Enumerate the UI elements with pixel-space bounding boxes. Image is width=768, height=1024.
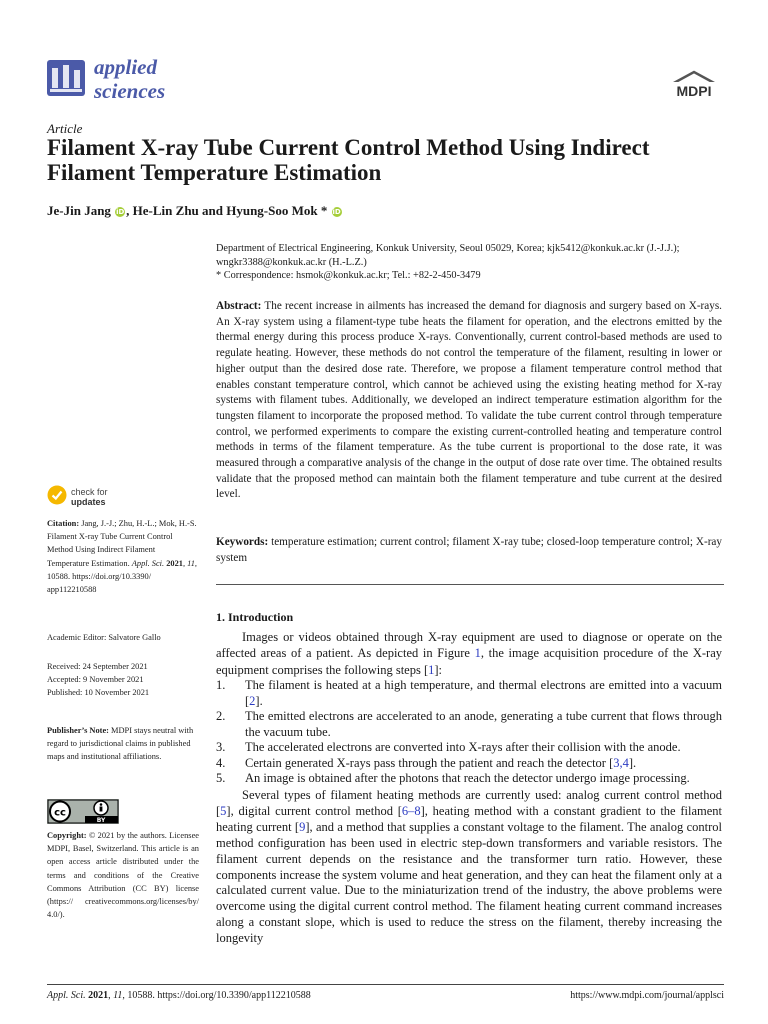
section-heading-introduction: 1. Introduction (216, 610, 294, 624)
footer-divider (47, 984, 724, 985)
publication-dates (47, 660, 199, 700)
keywords-text: temperature estimation; current control; filament X-ray tube; closed-loop temperature control; X-ray system (216, 536, 722, 564)
text-run: Jang, J.-J.; Zhu, H.-L.; Mok, H.-S. Filament X-ray Tube Current Control Method Using Indirect Filament Temperature Estimation. (47, 519, 197, 568)
section-divider (216, 584, 724, 585)
citation-doi[interactable]: , 10588. https://doi.org/10.3390/ app112210588 (47, 558, 197, 595)
footer-doi[interactable]: , 10588. https://doi.org/10.3390/app112210588 (122, 990, 311, 1001)
footer-journal: Appl. Sci. (47, 990, 86, 1001)
authors (47, 203, 343, 219)
orcid-icon[interactable]: iD (116, 208, 125, 216)
reference-link[interactable]: 2 (249, 693, 256, 708)
footer-year: 2021 (88, 990, 109, 1001)
footer-journal-url[interactable]: https://www.mdpi.com/journal/applsci (570, 990, 724, 1001)
reference-link[interactable]: 5 (220, 803, 227, 818)
text-run: The accelerated electrons are converted into X-rays after their collision with the anode. (245, 740, 681, 754)
list-number: 1. (216, 678, 226, 692)
received-date: Received: 24 September 2021 (47, 662, 148, 671)
list-number: 3. (216, 740, 226, 754)
author-rest: , He-Lin Zhu and Hyung-Soo Mok * (126, 203, 328, 218)
text-run: ]. (628, 755, 637, 770)
check-updates-line2: updates (71, 497, 106, 507)
procedure-list (216, 678, 722, 787)
journal-name-line2: sciences (94, 79, 166, 103)
citation-volume: , 11 (182, 558, 195, 568)
accepted-date: Accepted: 9 November 2021 (47, 675, 144, 685)
text-run: ], digital current control method [ (226, 803, 402, 818)
text-run: Images or videos obtained through X-ray equipment are used to diagnose or operate on the affected areas of a patient. As depicted in Figure (216, 630, 722, 661)
publisher-note-label: Publisher’s Note: (47, 726, 109, 735)
citation-journal: Appl. Sci. (131, 558, 165, 568)
reference-link[interactable]: 6–8 (401, 803, 421, 818)
copyright-notice (47, 829, 199, 921)
check-updates-text (71, 487, 108, 507)
academic-editor: Academic Editor: Salvatore Gallo (47, 633, 161, 642)
cc-by-license-icon[interactable] (47, 799, 119, 824)
journal-name (94, 55, 165, 103)
abstract-text: The recent increase in ailments has increased the demand for diagnosis and surgery based on X-rays. An X-ray system using a filament-type tube heats the filament for operation, and the electrons emitted by the thermal energy during this process produce X-rays. Conventionally, current control-based methods are used to regulate heating. However, these methods do not control the temperature of the filament, resulting in lower or higher output than the desired dose rate. Therefore, we propose a filament temperature control method that enables constant temperature control, which cannot be achieved using the existing heating method for X-ray systems with filament tubes. Additionally, we developed an indirect temperature estimation algorithm for the tungsten filament to incorporate the proposed method. To validate the tube current control through temperature control, we performed experiments to compare the existing current-controlled heating and temperature control methods in terms of the filament temperature. As the tube current is proportional to the dose rate, it was measured through a comparative analysis of the change in the output of dose rate over time. The obtained results validate that the proposed method can maintain both the filament temperature and tube current at the desired level. (216, 300, 722, 501)
text-run: ]: (434, 662, 443, 677)
list-item (216, 709, 722, 740)
correspondence: * Correspondence: hsmok@konkuk.ac.kr; Tel.: +82-2-450-3479 (216, 270, 481, 281)
text-run: , the image acquisition procedure of the X-ray equipment comprises the following steps [ (216, 646, 723, 677)
list-number: 5. (216, 771, 226, 785)
reference-link[interactable]: 1 (428, 662, 435, 677)
keywords (216, 535, 722, 566)
list-number: 4. (216, 755, 226, 770)
publisher-note (47, 724, 199, 764)
check-updates-icon (47, 485, 67, 505)
affiliation: Department of Electrical Engineering, Konkuk University, Seoul 05029, Korea; kjk5412@konkuk.ac.kr (J.-J.J.); wngkr3388@konkuk.ac.kr (H.-L.Z.) (216, 243, 680, 268)
publisher-note-text: MDPI stays neutral with regard to jurisdictional claims in published maps and institutional affiliations. (47, 726, 194, 762)
abstract (216, 299, 722, 503)
citation-block (47, 517, 199, 596)
copyright-text: © 2021 by the authors. Licensee MDPI, Basel, Switzerland. This article is an open access article distributed under the terms and conditions of the Creative Commons Attribution (CC BY) license (https:// creativecommons.org/licenses/by/ 4.0/). (47, 831, 199, 920)
mdpi-logo-icon (666, 64, 722, 98)
author-1[interactable]: Je-Jin Jang (47, 203, 111, 218)
journal-logo-icon (47, 60, 85, 96)
journal-name-line1: applied (94, 55, 157, 79)
keywords-label: Keywords: (216, 536, 269, 548)
text-run: The filament is heated at a high temperature, and thermal electrons are emitted into a vacuum [ (245, 678, 722, 708)
list-item (216, 678, 722, 709)
svg-text:cc: cc (54, 807, 66, 819)
text-run: Several types of filament heating methods are currently used: analog current control method [ (216, 788, 722, 818)
footer-volume: 11 (113, 990, 123, 1001)
text-run: ], heating method with a constant gradient to the filament heating current [ (216, 803, 722, 834)
mdpi-logo-text: MDPI (676, 83, 712, 98)
orcid-icon[interactable]: iD (332, 208, 341, 216)
article-type: Article (47, 121, 83, 136)
intro-paragraph-2 (216, 788, 722, 947)
published-date: Published: 10 November 2021 (47, 688, 150, 698)
copyright-label: Copyright: (47, 831, 87, 840)
intro-paragraph-1 (216, 629, 722, 678)
footer-citation: Appl. Sci. 2021, 11, 10588. https://doi.org/10.3390/app112210588 (47, 990, 311, 1001)
affiliations (216, 242, 726, 283)
text-run: Certain generated X-rays pass through the patient and reach the detector [ (245, 755, 614, 770)
citation-year: 2021 (164, 558, 183, 568)
text-run: An image is obtained after the photons that reach the detector undergo image processing. (245, 771, 690, 785)
check-for-updates-button[interactable] (47, 485, 127, 511)
list-item (216, 740, 722, 756)
article-title: Filament X-ray Tube Current Control Method Using Indirect Filament Temperature Estimation (47, 135, 650, 185)
cc-by-label: BY (96, 817, 106, 824)
text-run: ]. (255, 693, 263, 708)
reference-link[interactable]: 3,4 (613, 755, 629, 770)
list-number: 2. (216, 709, 226, 723)
text-run: ], and a method that supplies a constant voltage to the filament. The analog control method configuration has been used in electric step-down transformers and variable resistors. The filament current depends on the resistance and the transformer turn ratio. However, these components increase the system volume and heat generation, and they can heat the filament only at a calculated current value. Due to the miniaturization trend of the industry, the above problems were overcome using the digital current control method. The filament heating current command increases along a constant slope, which is used to reduce the stress on the filament, thereby increasing the longevity (216, 819, 723, 946)
list-item (216, 756, 722, 772)
text-run: The emitted electrons are accelerated to an anode, generating a tube current that flows through the vacuum tube. (245, 709, 722, 739)
abstract-label: Abstract: (216, 300, 262, 312)
citation-label: Citation: (47, 519, 80, 528)
check-updates-line1: check for (71, 487, 108, 497)
figure-link[interactable]: 1 (474, 646, 481, 661)
list-item (216, 771, 722, 787)
reference-link[interactable]: 9 (299, 819, 306, 834)
